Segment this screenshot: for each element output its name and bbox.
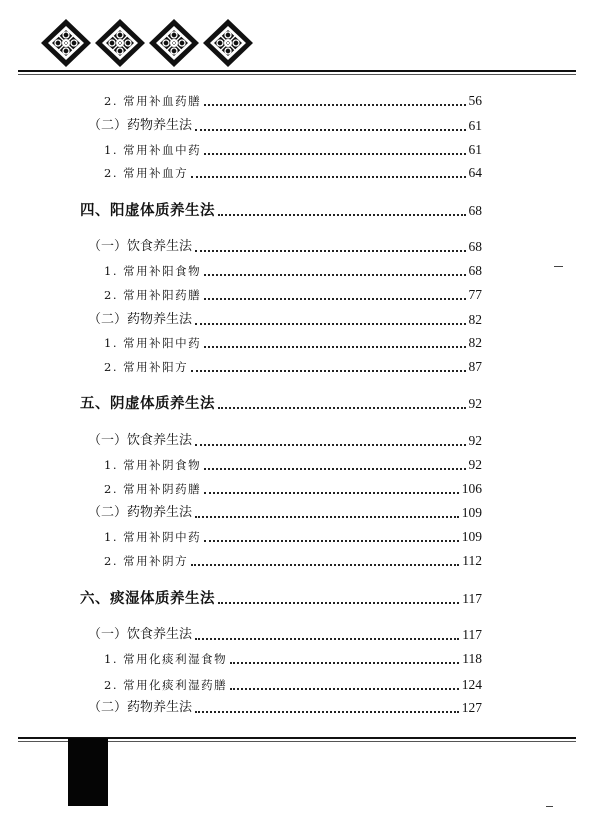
toc-section-entry <box>88 432 482 450</box>
toc-entry-label: （二）药物养生法 <box>88 700 193 715</box>
toc-page-number: 106 <box>461 481 482 496</box>
toc-page-number: 124 <box>461 677 482 692</box>
toc-page-number: 68 <box>468 239 482 254</box>
toc-entry-label: 2. 常用补血药膳 <box>104 94 202 108</box>
toc-dot-leader <box>195 250 465 252</box>
toc-subsection-entry <box>104 358 482 376</box>
toc-dot-leader <box>195 129 465 131</box>
toc-dot-leader <box>204 104 465 106</box>
toc-entry-label: 2. 常用补血方 <box>104 166 189 180</box>
toc-subsection-entry <box>104 286 482 304</box>
toc-dot-leader <box>204 468 465 470</box>
toc-dot-leader <box>230 688 459 690</box>
toc-chapter-entry <box>80 202 482 220</box>
toc-entry-label: （一）饮食养生法 <box>88 239 193 254</box>
toc-entry-label: 1. 常用补阴中药 <box>104 530 202 544</box>
toc-page-number: 117 <box>462 591 482 606</box>
toc-entry-label: 五、阴虚体质养生法 <box>80 395 215 412</box>
toc-entry-label: （一）饮食养生法 <box>88 433 193 448</box>
toc-page-number: 118 <box>462 651 482 666</box>
toc-subsection-entry <box>104 676 482 694</box>
toc-dot-leader <box>204 298 465 300</box>
toc-entry-label: 1. 常用补血中药 <box>104 143 202 157</box>
toc-page-number: 87 <box>468 359 482 374</box>
toc-subsection-entry <box>104 334 482 352</box>
toc-page-number: 117 <box>462 627 482 642</box>
toc-entry-label: 2. 常用补阴方 <box>104 554 189 568</box>
toc-dot-leader <box>218 407 466 409</box>
toc-entry-label: 2. 常用补阳药膳 <box>104 288 202 302</box>
toc-subsection-entry <box>104 528 482 546</box>
toc-dot-leader <box>204 274 465 276</box>
toc-page-number: 127 <box>461 700 482 715</box>
toc-entry-label: （二）药物养生法 <box>88 505 193 520</box>
toc-page-number: 68 <box>468 203 482 218</box>
toc-entry-label: （一）饮食养生法 <box>88 627 193 642</box>
toc-entry-label: 1. 常用补阴食物 <box>104 458 202 472</box>
toc-chapter-entry <box>80 590 482 608</box>
toc-section-entry <box>88 311 482 329</box>
toc-entry-label: （二）药物养生法 <box>88 312 193 327</box>
toc-dot-leader <box>218 214 466 216</box>
toc-page-number: 109 <box>461 529 482 544</box>
toc-entry-label: 1. 常用补阳食物 <box>104 264 202 278</box>
toc-section-entry <box>88 117 482 135</box>
toc-entry-label: 1. 常用补阳中药 <box>104 336 202 350</box>
toc-dot-leader <box>204 346 465 348</box>
toc-dot-leader <box>230 662 459 664</box>
toc-dot-leader <box>195 638 459 640</box>
toc-dot-leader <box>218 602 459 604</box>
toc-page-number: 112 <box>462 553 482 568</box>
toc-chapter-entry <box>80 395 482 413</box>
toc-page-number: 82 <box>468 335 482 350</box>
toc-entry-label: 2. 常用化痰利湿药膳 <box>104 678 228 692</box>
toc-dot-leader <box>195 323 465 325</box>
toc-dot-leader <box>204 153 465 155</box>
toc-dot-leader <box>195 444 465 446</box>
toc-entry-label: 2. 常用补阴药膳 <box>104 482 202 496</box>
scan-speck <box>554 266 563 267</box>
toc-dot-leader <box>204 540 459 542</box>
toc-section-entry <box>88 504 482 522</box>
toc-subsection-entry <box>104 650 482 668</box>
toc-page-number: 77 <box>468 287 482 302</box>
toc-page-number: 109 <box>461 505 482 520</box>
scan-speck <box>546 806 553 807</box>
toc-dot-leader <box>195 711 459 713</box>
toc-subsection-entry <box>104 552 482 570</box>
toc-dot-leader <box>191 370 465 372</box>
toc-section-entry <box>88 626 482 644</box>
toc-page-number: 92 <box>468 457 482 472</box>
toc-dot-leader <box>191 176 465 178</box>
footer-black-tab <box>68 738 108 806</box>
toc-entry-label: 四、阳虚体质养生法 <box>80 202 215 219</box>
toc-page-number: 68 <box>468 263 482 278</box>
toc-subsection-entry <box>104 262 482 280</box>
toc-page-number: 64 <box>468 165 482 180</box>
toc-page-number: 82 <box>468 312 482 327</box>
toc-page-number: 92 <box>468 396 482 411</box>
toc-page-number: 61 <box>468 142 482 157</box>
toc-subsection-entry <box>104 480 482 498</box>
toc-entry-label: 2. 常用补阳方 <box>104 360 189 374</box>
toc-subsection-entry <box>104 456 482 474</box>
toc-section-entry <box>88 699 482 717</box>
toc-section-entry <box>88 238 482 256</box>
toc-subsection-entry <box>104 164 482 182</box>
toc-subsection-entry <box>104 141 482 159</box>
toc-page-number: 92 <box>468 433 482 448</box>
toc-dot-leader <box>195 516 459 518</box>
toc-page-number: 61 <box>468 118 482 133</box>
toc-page-number: 56 <box>468 93 482 108</box>
toc-dot-leader <box>204 492 459 494</box>
toc-entry-label: 六、痰湿体质养生法 <box>80 590 215 607</box>
toc-entry-label: 1. 常用化痰利湿食物 <box>104 652 228 666</box>
toc-subsection-entry <box>104 92 482 110</box>
toc-dot-leader <box>191 564 459 566</box>
toc-entry-label: （二）药物养生法 <box>88 118 193 133</box>
